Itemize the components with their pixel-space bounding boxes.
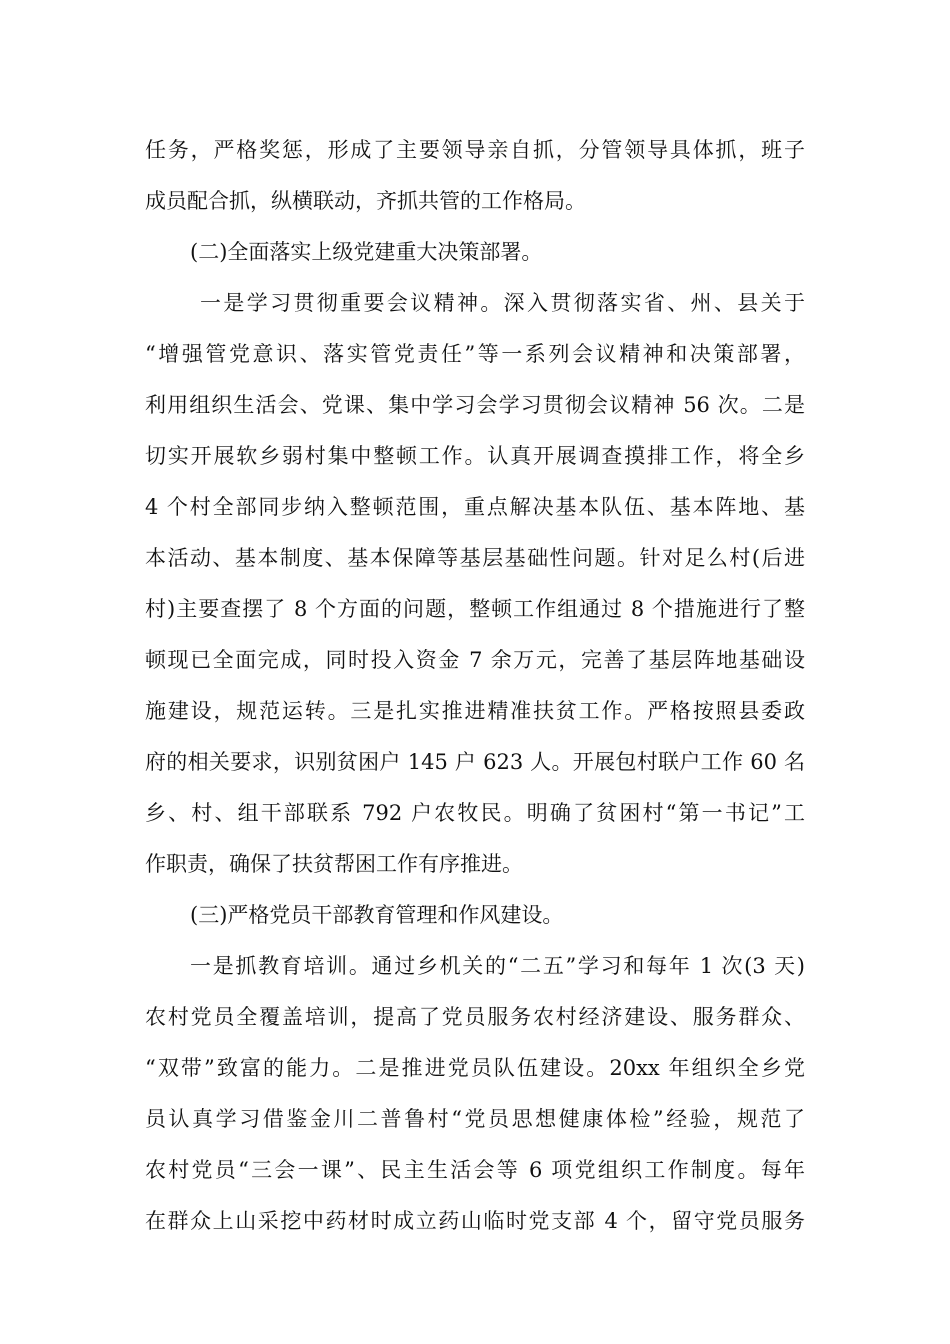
text-line: 成员配合抓，纵横联动，齐抓共管的工作格局。 <box>145 189 586 213</box>
section-heading: (二)全面落实上级党建重大决策部署。 <box>190 240 543 264</box>
text-line: 员认真学习借鉴金川二普鲁村“党员思想健康体检”经验，规范了 <box>145 1107 805 1131</box>
text-line: 4 个村全部同步纳入整顿范围，重点解决基本队伍、基本阵地、基 <box>145 495 805 519</box>
text-line: 农村党员全覆盖培训，提高了党员服务农村经济建设、服务群众、 <box>145 1005 805 1029</box>
section-heading: (三)严格党员干部教育管理和作风建设。 <box>190 903 564 927</box>
text-line: 在群众上山采挖中药材时成立药山临时党支部 4 个，留守党员服务 <box>145 1209 805 1233</box>
text-line: 本活动、基本制度、基本保障等基层基础性问题。针对足么村(后进 <box>145 546 805 570</box>
text-line: “增强管党意识、落实管党责任”等一系列会议精神和决策部署， <box>145 342 805 366</box>
text-line: 任务，严格奖惩，形成了主要领导亲自抓，分管领导具体抓，班子 <box>145 138 805 162</box>
text-line: 切实开展软乡弱村集中整顿工作。认真开展调查摸排工作，将全乡 <box>145 444 805 468</box>
text-line: 利用组织生活会、党课、集中学习会学习贯彻会议精神 56 次。二是 <box>145 393 805 417</box>
text-line: 农村党员“三会一课”、民主生活会等 6 项党组织工作制度。每年 <box>145 1158 805 1182</box>
text-line: 作职责，确保了扶贫帮困工作有序推进。 <box>145 852 523 876</box>
text-line: 一是学习贯彻重要会议精神。深入贯彻落实省、州、县关于 <box>200 291 805 315</box>
text-line: 府的相关要求，识别贫困户 145 户 623 人。开展包村联户工作 60 名 <box>145 750 805 774</box>
text-line: 村)主要查摆了 8 个方面的问题，整顿工作组通过 8 个措施进行了整 <box>145 597 805 621</box>
text-line: 顿现已全面完成，同时投入资金 7 余万元，完善了基层阵地基础设 <box>145 648 805 672</box>
text-line: 一是抓教育培训。通过乡机关的“二五”学习和每年 1 次(3 天) <box>190 954 805 978</box>
text-line: 乡、村、组干部联系 792 户农牧民。明确了贫困村“第一书记”工 <box>145 801 805 825</box>
text-line: “双带”致富的能力。二是推进党员队伍建设。20xx 年组织全乡党 <box>145 1056 805 1080</box>
text-line: 施建设，规范运转。三是扎实推进精准扶贫工作。严格按照县委政 <box>145 699 805 723</box>
